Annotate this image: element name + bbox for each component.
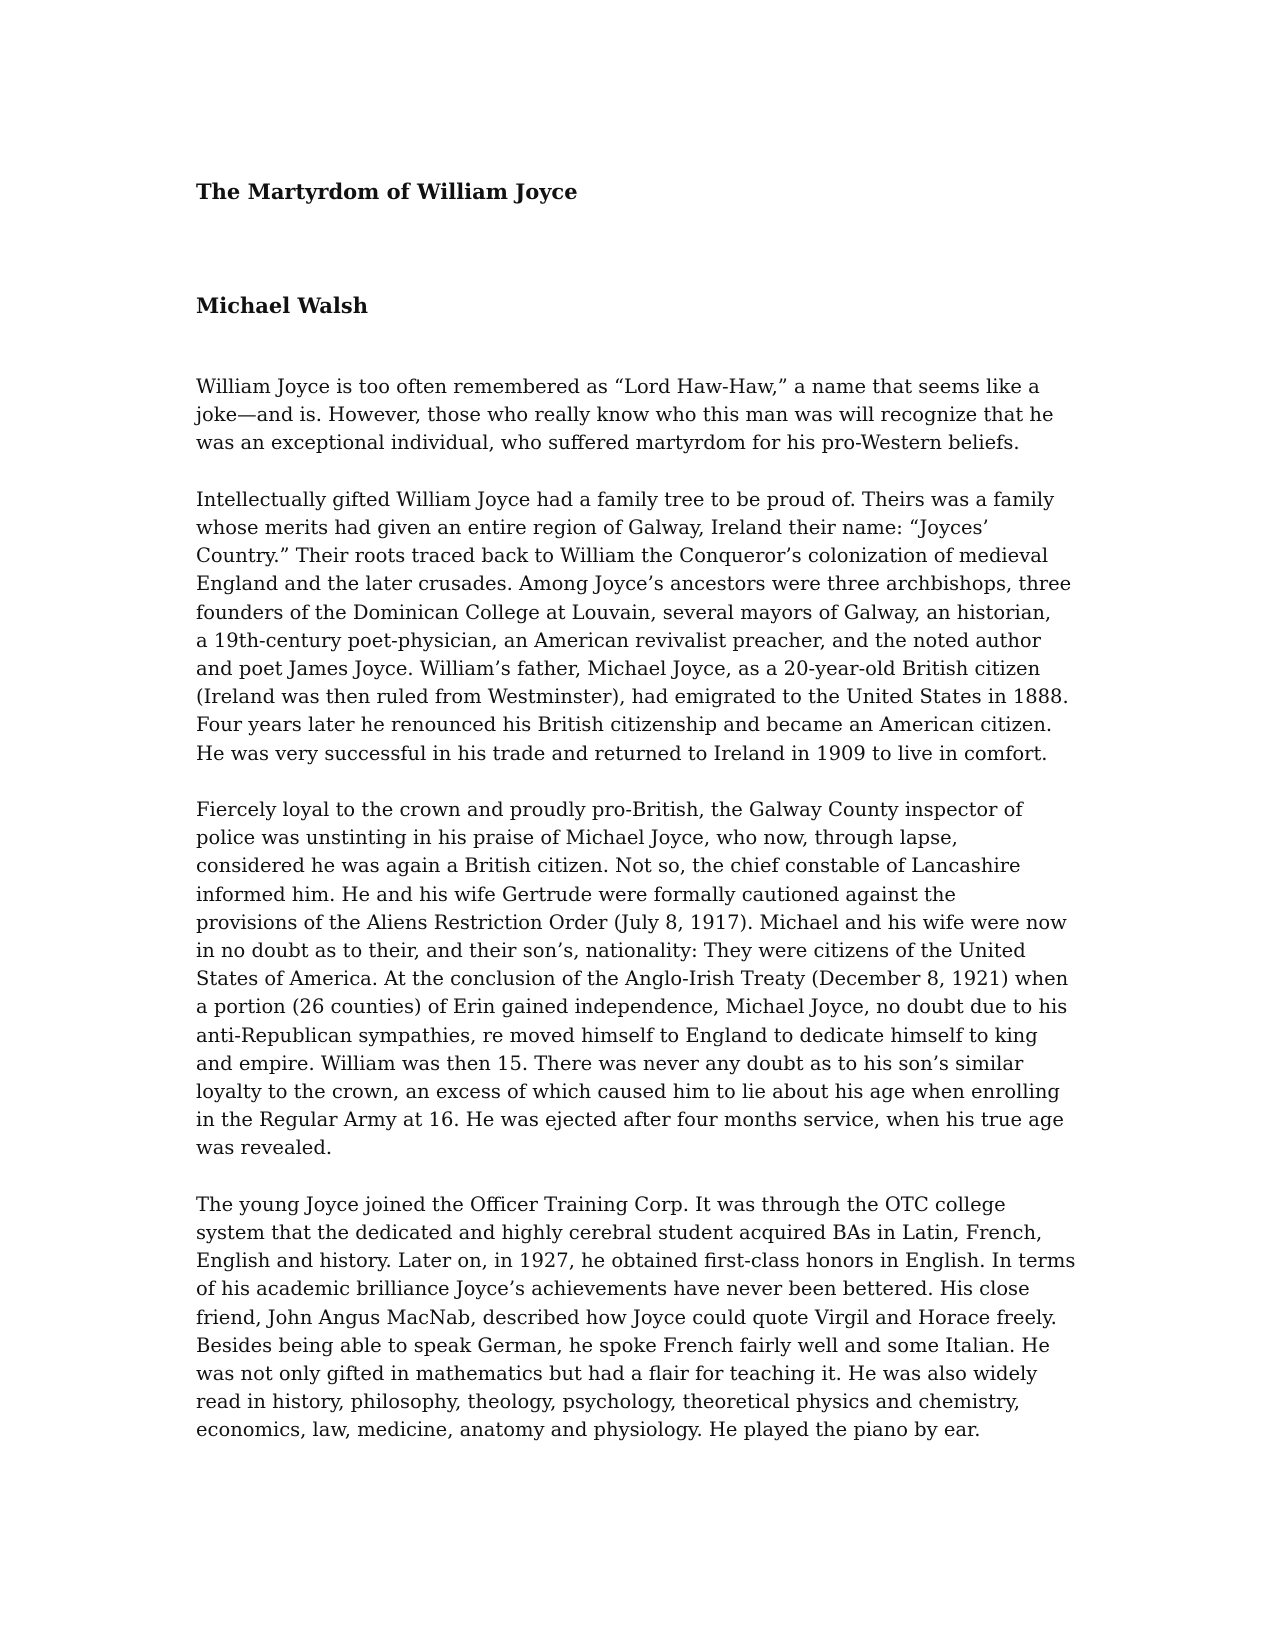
document-title: The Martyrdom of William Joyce	[196, 179, 578, 204]
paragraph-2: Intellectually gifted William Joyce had a family tree to be proud of. Theirs was a family whose merits had given an entire region of Galway, Ireland their name: “Joyces’ Country.” Their roots traced back to William the Conqueror’s colonization of medieval England and the later crusades. Among Joyce’s ancestors were three archbishops, three founders of the Dominican College at Louvain, several mayors of Galway, an historian, a 19th-century poet-physician, an American revivalist preacher, and the noted author and poet James Joyce. William’s father, Michael Joyce, as a 20-year-old British citizen (Ireland was then ruled from Westminster), had emigrated to the United States in 1888. Four years later he renounced his British citizenship and became an American citizen. He was very successful in his trade and returned to Ireland in 1909 to live in comfort.	[196, 487, 1072, 765]
paragraph-3: Fiercely loyal to the crown and proudly pro-British, the Galway County inspector of police was unstinting in his praise of Michael Joyce, who now, through lapse, considered he was again a British citizen. Not so, the chief constable of Lancashire informed him. He and his wife Gertrude were formally cautioned against the provisions of the Aliens Restriction Order (July 8, 1917). Michael and his wife were now in no doubt as to their, and their son’s, nationality: They were citizens of the United States of America. At the conclusion of the Anglo-Irish Treaty (December 8, 1921) when a portion (26 counties) of Erin gained independence, Michael Joyce, no doubt due to his anti-Republican sympathies, re moved himself to England to dedicate himself to king and empire. William was then 15. There was never any doubt as to his son’s similar loyalty to the crown, an excess of which caused him to lie about his age when enrolling in the Regular Army at 16. He was ejected after four months service, when his true age was revealed.	[196, 798, 1069, 1160]
paragraph-4: The young Joyce joined the Officer Training Corp. It was through the OTC college system that the dedicated and highly cerebral student acquired BAs in Latin, French, English and history. Later on, in 1927, he obtained first-class honors in English. In terms of his academic brilliance Joyce’s achievements have never been bettered. His close friend, John Angus MacNab, described how Joyce could quote Virgil and Horace freely. Besides being able to speak German, he spoke French fairly well and some Italian. He was not only gifted in mathematics but had a flair for teaching it. He was also widely read in history, philosophy, theology, psychology, theoretical physics and chemistry, economics, law, medicine, anatomy and physiology. He played the piano by ear.	[196, 1192, 1076, 1442]
author-name: Michael Walsh	[196, 293, 368, 318]
document-body	[196, 373, 1086, 1473]
paragraph-1: William Joyce is too often remembered as “Lord Haw-Haw,” a name that seems like a joke—and is. However, those who really know who this man was will recognize that he was an exceptional individual, who suffered martyrdom for his pro-Western beliefs.	[196, 375, 1054, 455]
